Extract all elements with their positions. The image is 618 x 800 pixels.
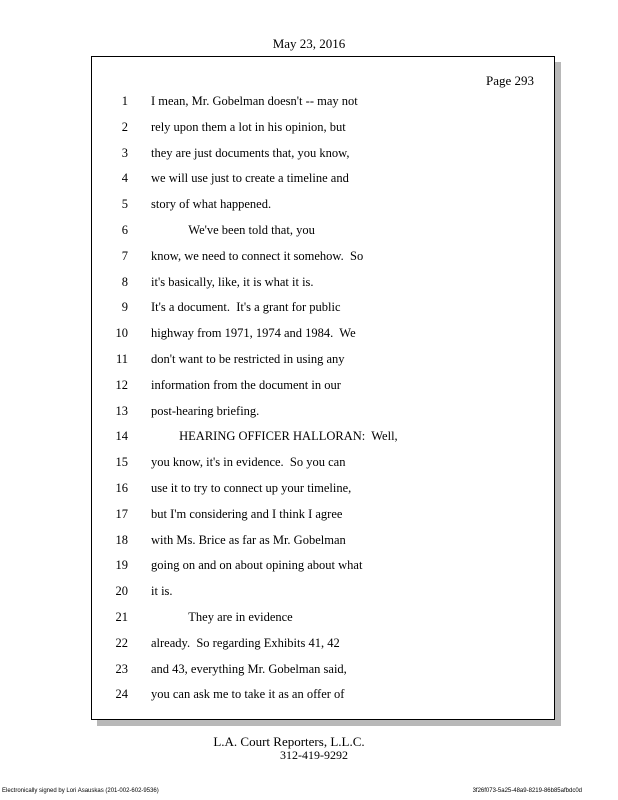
line-text: you can ask me to take it as an offer of: [151, 687, 345, 702]
transcript-line: [92, 300, 554, 320]
line-number: 6: [121, 223, 128, 237]
line-text: going on and on about opining about what: [151, 558, 363, 573]
footer-phone: 312-419-9292: [280, 748, 348, 762]
transcript-line: [92, 662, 554, 682]
transcript-line: [92, 507, 554, 527]
line-number: 9: [121, 300, 128, 315]
line-number: 4: [121, 171, 128, 186]
line-text: use it to try to connect up your timeline,: [151, 481, 352, 495]
transcript-line: [92, 197, 554, 217]
transcript-line: [92, 249, 554, 269]
transcript-line: [92, 455, 554, 475]
line-number: 8: [121, 274, 128, 289]
line-number: 11: [115, 352, 128, 366]
line-text: we will use just to create a timeline and: [151, 171, 349, 186]
transcript-line: [92, 481, 554, 501]
line-text: they are just documents that, you know,: [151, 145, 350, 160]
line-text: it's basically, like, it is what it is.: [151, 274, 314, 289]
transcript-line: [92, 146, 554, 166]
transcript-line: [92, 326, 554, 346]
line-number: 2: [121, 119, 128, 134]
transcript-line: [92, 558, 554, 578]
transcript-line: [92, 378, 554, 398]
transcript-line: [92, 610, 554, 630]
page-number: Page 293: [485, 73, 534, 88]
line-number: 16: [115, 481, 128, 495]
line-text: It's a document. It's a grant for public: [151, 300, 341, 315]
line-number: 14: [115, 429, 128, 444]
transcript-line: [92, 404, 554, 424]
line-text: rely upon them a lot in his opinion, but: [151, 119, 346, 134]
line-text: it is.: [151, 584, 173, 599]
line-text: I mean, Mr. Gobelman doesn't -- may not: [151, 94, 358, 108]
line-text: already. So regarding Exhibits 41, 42: [151, 635, 340, 650]
electronic-signature: Electronically signed by Lori Asauskas (201-002-602-9536): [2, 788, 159, 794]
transcript-line: [92, 120, 554, 140]
line-number: 22: [115, 635, 128, 650]
transcript-line: [92, 171, 554, 191]
transcript-line: [92, 636, 554, 656]
line-number: 13: [115, 403, 128, 418]
transcript-line: [92, 584, 554, 604]
line-number: 10: [115, 326, 128, 341]
transcript-page: [91, 56, 555, 720]
line-number: 19: [115, 558, 128, 573]
line-number: 23: [115, 661, 128, 676]
line-number: 1: [121, 94, 128, 108]
header-date: May 23, 2016: [272, 36, 346, 51]
line-text: They are in evidence: [151, 610, 293, 624]
line-text: highway from 1971, 1974 and 1984. We: [151, 326, 356, 341]
transcript-line: [92, 275, 554, 295]
line-number: 21: [115, 610, 128, 624]
line-number: 7: [121, 248, 128, 263]
line-number: 3: [121, 145, 128, 160]
line-text: post-hearing briefing.: [151, 403, 260, 418]
line-number: 12: [115, 377, 128, 392]
line-number: 17: [115, 506, 128, 521]
line-number: 15: [115, 455, 128, 470]
line-text: story of what happened.: [151, 197, 272, 212]
line-text: with Ms. Brice as far as Mr. Gobelman: [151, 532, 346, 547]
line-number: 18: [115, 532, 128, 547]
line-text: and 43, everything Mr. Gobelman said,: [151, 661, 347, 676]
line-number: 24: [115, 687, 128, 702]
transcript-line: [92, 533, 554, 553]
line-text: We've been told that, you: [151, 223, 315, 237]
transcript-line: [92, 429, 554, 449]
line-text: information from the document in our: [151, 377, 341, 392]
document-hash: 3f26f073-5a25-48a9-8219-86b85afbdc0d: [472, 788, 582, 794]
transcript-line: [92, 223, 554, 243]
line-text: but I'm considering and I think I agree: [151, 506, 343, 521]
line-text: you know, it's in evidence. So you can: [151, 455, 346, 470]
line-number: 20: [115, 584, 128, 599]
footer-company: L.A. Court Reporters, L.L.C.: [213, 734, 365, 749]
line-number: 5: [121, 197, 128, 212]
transcript-line: [92, 687, 554, 707]
line-text: don't want to be restricted in using any: [151, 352, 345, 366]
transcript-line: [92, 94, 554, 114]
transcript-line: [92, 352, 554, 372]
line-text: HEARING OFFICER HALLORAN: Well,: [151, 429, 398, 444]
line-text: know, we need to connect it somehow. So: [151, 248, 364, 263]
